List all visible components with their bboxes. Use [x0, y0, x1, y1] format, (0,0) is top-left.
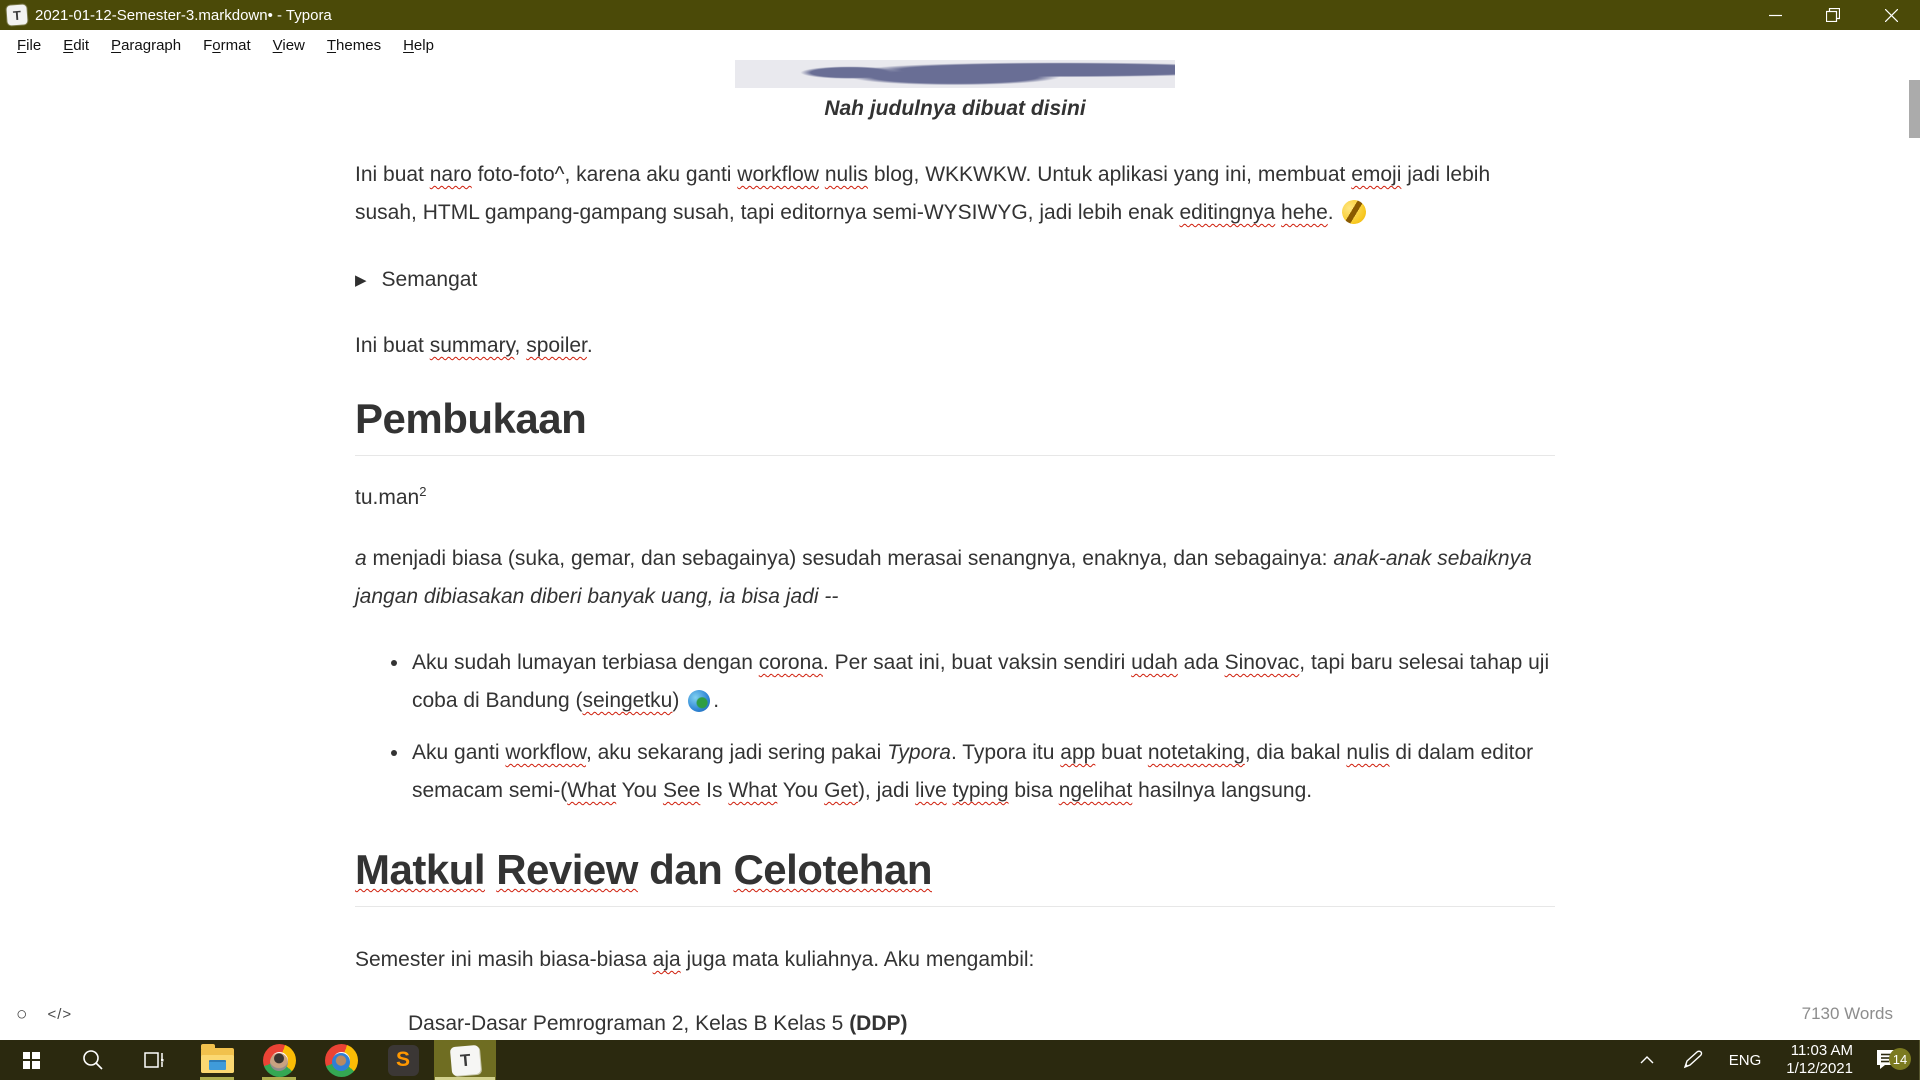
title-bar: [0, 0, 1920, 30]
chrome-profile1-button[interactable]: [248, 1040, 310, 1080]
disclosure-triangle-icon[interactable]: ▶: [355, 272, 367, 289]
search-icon: [81, 1048, 105, 1072]
menu-view[interactable]: View: [272, 36, 305, 54]
chrome-profile2-button[interactable]: [310, 1040, 372, 1080]
clipped-list-line[interactable]: Dasar-Dasar Pemrograman 2, Kelas B Kelas 5 (DDP): [408, 1012, 908, 1035]
menu-format[interactable]: Format: [203, 36, 251, 54]
heading-pembukaan[interactable]: Pembukaan: [355, 395, 1555, 456]
heading-matkul-review[interactable]: Matkul Review dan Celotehan: [355, 846, 1555, 907]
rofl-emoji: [1340, 197, 1369, 226]
window-controls: [1746, 0, 1920, 30]
task-view-icon: [143, 1048, 167, 1072]
menu-edit[interactable]: Edit: [63, 36, 90, 54]
close-icon: [1885, 9, 1898, 22]
tray-date: 1/12/2021: [1786, 1060, 1853, 1077]
taskbar: [0, 1040, 1920, 1080]
bullet-list: [355, 644, 1555, 810]
minimize-icon: [1769, 9, 1782, 22]
profile-avatar: [270, 1053, 288, 1071]
globe-emoji: [688, 690, 710, 712]
file-explorer-icon: [201, 1048, 234, 1073]
task-view-button[interactable]: [124, 1040, 186, 1080]
vertical-scrollbar[interactable]: [1909, 80, 1920, 138]
footnote-reference[interactable]: tu.man$^2$: [355, 484, 427, 509]
menu-bar: [0, 30, 1920, 60]
sublime-text-button[interactable]: [372, 1040, 434, 1080]
outline-toggle-icon[interactable]: ○: [16, 1004, 28, 1025]
menu-paragraph[interactable]: Paragraph: [111, 36, 182, 54]
list-item[interactable]: • Aku sudah lumayan terbiasa dengan corona. Per saat ini, buat vaksin sendiri udah ada Sinovac, tapi baru selesai tahap uji coba di Bandung (seingetku) .: [410, 644, 1555, 720]
word-count[interactable]: 7130 Words: [1801, 1004, 1893, 1023]
file-explorer-button[interactable]: [186, 1040, 248, 1080]
start-button[interactable]: [0, 1040, 62, 1080]
notification-badge: 14: [1889, 1048, 1911, 1070]
restore-button[interactable]: [1804, 0, 1862, 30]
chevron-up-icon: [1639, 1055, 1655, 1065]
restore-icon: [1826, 8, 1840, 22]
paragraph-intro[interactable]: Ini buat naro foto-foto^, karena aku ganti workflow nulis blog, WKKWKW. Untuk aplikasi yang ini, membuat emoji jadi lebih susah, HTML gampang-gampang susah, tapi editornya semi-WYSIWYG, jadi lebih enak editingnya hehe.: [355, 156, 1555, 232]
paragraph-semester[interactable]: Semester ini masih biasa-biasa aja juga mata kuliahnya. Aku mengambil:: [355, 948, 1035, 971]
close-button[interactable]: [1862, 0, 1920, 30]
menu-help[interactable]: Help: [403, 36, 434, 54]
details-collapsed[interactable]: [355, 268, 1555, 292]
menu-themes[interactable]: Themes: [326, 36, 382, 54]
tray-time: 11:03 AM: [1790, 1042, 1853, 1059]
window-title: 2021-01-12-Semester-3.markdown• - Typora: [35, 6, 332, 24]
chrome-icon: [325, 1044, 358, 1077]
profile-avatar: [332, 1053, 350, 1071]
details-summary-label[interactable]: Semangat: [381, 268, 478, 291]
chrome-icon: [263, 1044, 296, 1077]
language-indicator[interactable]: ENG: [1728, 1051, 1762, 1069]
clock[interactable]: [1774, 1042, 1865, 1078]
windows-ink-button[interactable]: [1668, 1040, 1716, 1080]
pen-icon: [1681, 1050, 1703, 1070]
source-code-mode-icon[interactable]: </>: [47, 1006, 73, 1023]
search-button[interactable]: [62, 1040, 124, 1080]
sublime-text-icon: S: [388, 1045, 419, 1076]
minimize-button[interactable]: [1746, 0, 1804, 30]
paragraph-definition[interactable]: a menjadi biasa (suka, gemar, dan sebagainya) sesudah merasai senangnya, enaknya, dan sebagainya: anak-anak sebaiknya jangan dibiasakan diberi banyak uang, ia bisa jadi --: [355, 547, 1532, 608]
typora-icon: T: [449, 1044, 480, 1075]
status-bar-left: [16, 1005, 72, 1024]
tray-expand-button[interactable]: [1626, 1040, 1668, 1080]
image-caption[interactable]: Nah judulnya dibuat disini: [824, 97, 1086, 120]
windows-logo-icon: [23, 1052, 40, 1069]
menu-file[interactable]: File: [17, 36, 42, 54]
embedded-image-bottom[interactable]: [735, 60, 1175, 88]
document: [355, 60, 1555, 1040]
typora-app-icon: T: [6, 4, 27, 25]
action-center-button[interactable]: [1865, 1048, 1919, 1072]
typora-taskbar-button[interactable]: [434, 1040, 496, 1080]
editor-area[interactable]: [0, 60, 1920, 1040]
paragraph-summary-note[interactable]: Ini buat summary, spoiler.: [355, 334, 593, 357]
list-item[interactable]: • Aku ganti workflow, aku sekarang jadi sering pakai Typora. Typora itu app buat notetaking, dia bakal nulis di dalam editor semacam semi-(What You See Is What You Get), jadi live typing bisa ngelihat hasilnya langsung.: [410, 734, 1555, 810]
